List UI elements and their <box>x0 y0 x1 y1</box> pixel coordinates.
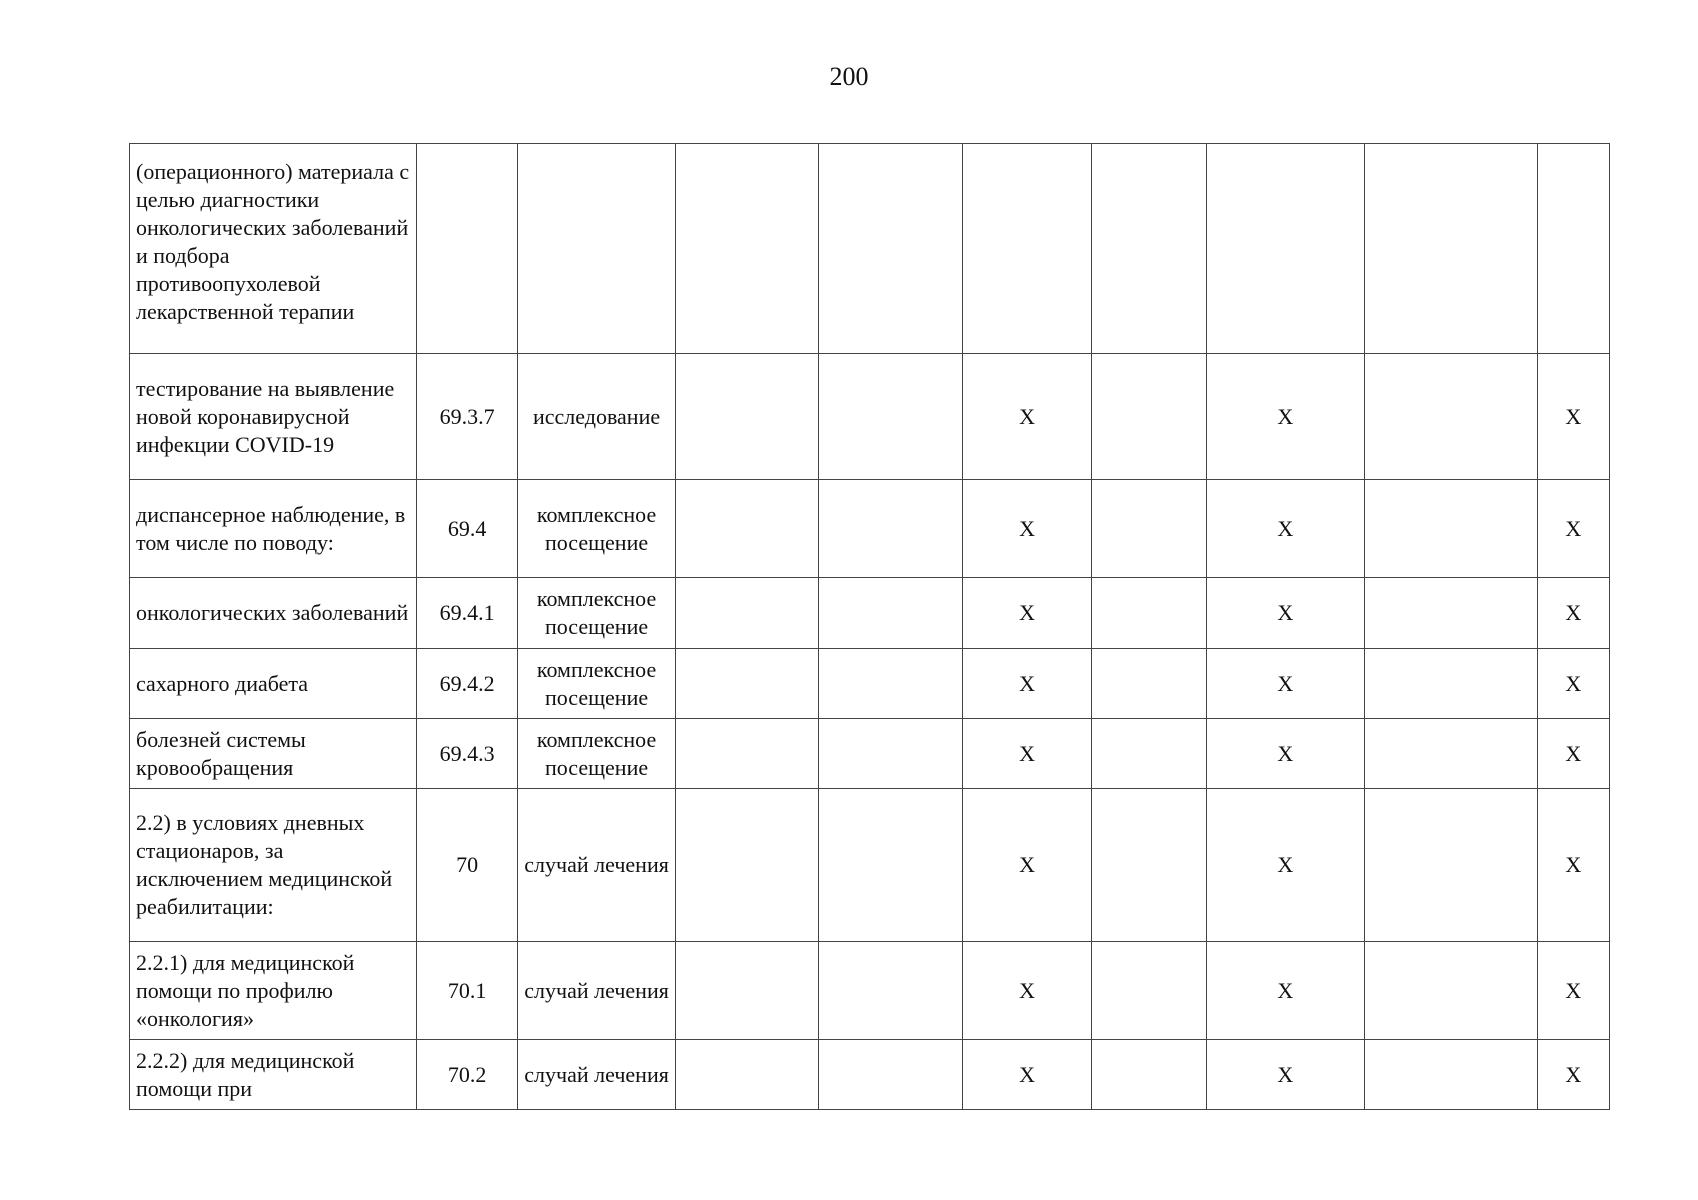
x-mark-cell: Х <box>1537 649 1609 719</box>
value-cell <box>675 789 818 942</box>
x-mark-cell: Х <box>1537 1040 1609 1110</box>
value-cell <box>1365 578 1538 649</box>
value-cell <box>819 480 962 578</box>
value-cell <box>1092 719 1206 789</box>
value-cell <box>1092 942 1206 1040</box>
code-cell: 70.1 <box>416 942 517 1040</box>
value-cell <box>675 649 818 719</box>
x-mark-cell: Х <box>1537 480 1609 578</box>
value-cell <box>1365 1040 1538 1110</box>
value-cell <box>1092 480 1206 578</box>
x-mark-cell <box>962 144 1091 354</box>
service-name-cell: (операционного) материала с целью диагностики онкологических заболеваний и подбора противоопухолевой лекарственной терапии <box>130 144 417 354</box>
unit-cell <box>518 144 676 354</box>
x-mark-cell: Х <box>1206 719 1365 789</box>
value-cell <box>1092 354 1206 480</box>
table-row <box>130 649 1610 719</box>
value-cell <box>1365 354 1538 480</box>
unit-cell: случай лечения <box>518 942 676 1040</box>
value-cell <box>1092 649 1206 719</box>
x-mark-cell: Х <box>1206 1040 1365 1110</box>
x-mark-cell: Х <box>1206 789 1365 942</box>
unit-cell: комплексное посещение <box>518 480 676 578</box>
x-mark-cell: Х <box>1206 578 1365 649</box>
data-table <box>129 143 1610 1110</box>
value-cell <box>1365 480 1538 578</box>
value-cell <box>819 578 962 649</box>
table-row <box>130 354 1610 480</box>
code-cell: 69.4.2 <box>416 649 517 719</box>
x-mark-cell: Х <box>1537 354 1609 480</box>
value-cell <box>675 354 818 480</box>
value-cell <box>819 942 962 1040</box>
service-name-cell: 2.2.1) для медицинской помощи по профилю «онкология» <box>130 942 417 1040</box>
service-name-cell: болезней системы кровообращения <box>130 719 417 789</box>
table-row <box>130 480 1610 578</box>
value-cell <box>1092 144 1206 354</box>
x-mark-cell: Х <box>1206 649 1365 719</box>
value-cell <box>1365 649 1538 719</box>
code-cell: 69.3.7 <box>416 354 517 480</box>
code-cell: 69.4.1 <box>416 578 517 649</box>
value-cell <box>1365 942 1538 1040</box>
x-mark-cell <box>1537 144 1609 354</box>
value-cell <box>675 578 818 649</box>
table-row <box>130 578 1610 649</box>
value-cell <box>819 1040 962 1110</box>
x-mark-cell: Х <box>1206 354 1365 480</box>
code-cell: 69.4.3 <box>416 719 517 789</box>
code-cell: 70.2 <box>416 1040 517 1110</box>
value-cell <box>675 942 818 1040</box>
unit-cell: случай лечения <box>518 789 676 942</box>
code-cell: 69.4 <box>416 480 517 578</box>
page-number: 200 <box>829 62 869 91</box>
x-mark-cell: Х <box>1537 578 1609 649</box>
x-mark-cell <box>1206 144 1365 354</box>
x-mark-cell: Х <box>962 719 1091 789</box>
value-cell <box>819 649 962 719</box>
service-name-cell: тестирование на выявление новой коронавирусной инфекции COVID-19 <box>130 354 417 480</box>
unit-cell: комплексное посещение <box>518 578 676 649</box>
value-cell <box>1365 719 1538 789</box>
value-cell <box>1365 789 1538 942</box>
value-cell <box>1092 1040 1206 1110</box>
code-cell: 70 <box>416 789 517 942</box>
x-mark-cell: Х <box>962 480 1091 578</box>
x-mark-cell: Х <box>1206 942 1365 1040</box>
x-mark-cell: Х <box>962 942 1091 1040</box>
value-cell <box>819 719 962 789</box>
x-mark-cell: Х <box>1206 480 1365 578</box>
service-name-cell: диспансерное наблюдение, в том числе по поводу: <box>130 480 417 578</box>
unit-cell: исследование <box>518 354 676 480</box>
unit-cell: случай лечения <box>518 1040 676 1110</box>
service-name-cell: 2.2.2) для медицинской помощи при <box>130 1040 417 1110</box>
table-row <box>130 942 1610 1040</box>
service-name-cell: онкологических заболеваний <box>130 578 417 649</box>
value-cell <box>675 480 818 578</box>
table-row <box>130 1040 1610 1110</box>
x-mark-cell: Х <box>962 578 1091 649</box>
value-cell <box>819 789 962 942</box>
x-mark-cell: Х <box>962 789 1091 942</box>
unit-cell: комплексное посещение <box>518 719 676 789</box>
table-row <box>130 144 1610 354</box>
value-cell <box>1365 144 1538 354</box>
value-cell <box>675 719 818 789</box>
service-name-cell: сахарного диабета <box>130 649 417 719</box>
value-cell <box>675 1040 818 1110</box>
value-cell <box>819 144 962 354</box>
code-cell <box>416 144 517 354</box>
value-cell <box>819 354 962 480</box>
x-mark-cell: Х <box>1537 789 1609 942</box>
value-cell <box>675 144 818 354</box>
service-name-cell: 2.2) в условиях дневных стационаров, за исключением медицинской реабилитации: <box>130 789 417 942</box>
table-row <box>130 719 1610 789</box>
x-mark-cell: Х <box>1537 942 1609 1040</box>
value-cell <box>1092 789 1206 942</box>
x-mark-cell: Х <box>962 1040 1091 1110</box>
value-cell <box>1092 578 1206 649</box>
x-mark-cell: Х <box>962 649 1091 719</box>
table-row <box>130 789 1610 942</box>
x-mark-cell: Х <box>1537 719 1609 789</box>
x-mark-cell: Х <box>962 354 1091 480</box>
unit-cell: комплексное посещение <box>518 649 676 719</box>
